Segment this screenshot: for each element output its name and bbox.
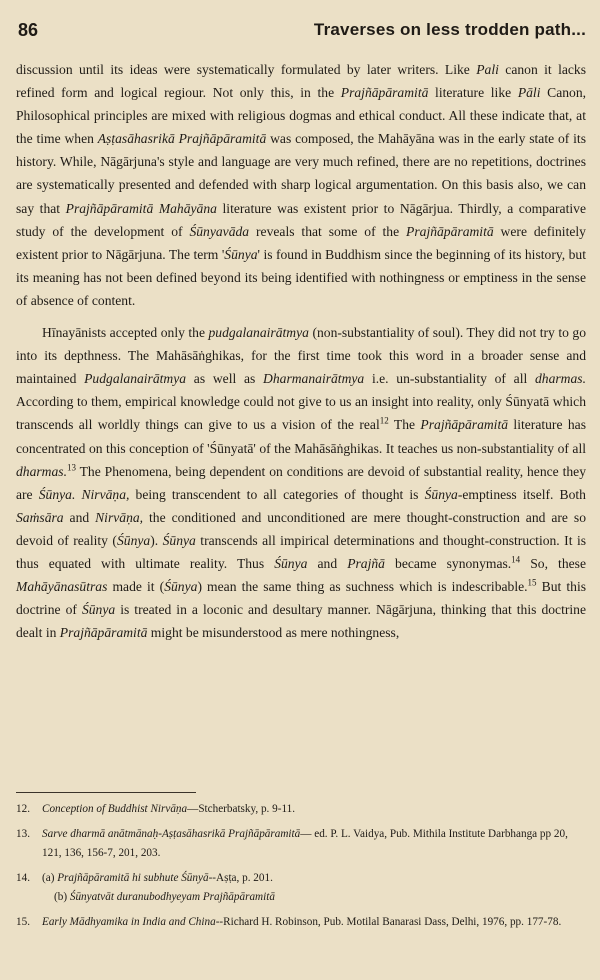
text-run: -emptiness itself. Both (457, 486, 586, 502)
page-number: 86 (18, 20, 39, 40)
italic-term: dharmas. (16, 463, 67, 479)
text-run: The Phenomena, being dependent on conditions are devoid of substantial reality, hence they are (16, 463, 586, 502)
text-run: discussion until its ideas were systematically formulated by later writers. Like (16, 62, 477, 77)
text-run: literature has concentrated on this conception of 'Śūnyatā' of the Mahāsāṅghikas. It teaches us non-substantiality of all (16, 417, 587, 456)
text-run: might be misunderstood as mere nothingness, (147, 625, 400, 641)
italic-term: Śūnya (162, 532, 196, 548)
text-run: became synonymas. (384, 555, 512, 571)
body-paragraph (16, 321, 586, 644)
italic-term: Śūnya. Nirvāṇa, (38, 486, 130, 502)
text-run: ) mean the same thing as suchness which is indescribable. (197, 579, 528, 595)
footnote-number: 15. (16, 915, 30, 928)
text-run: ). (150, 532, 163, 548)
footnote (16, 825, 586, 864)
footnote-ref: 13 (66, 462, 76, 473)
italic-term: Pudgalanairātmya (84, 371, 187, 387)
italic-term: pudgalanairātmya (208, 325, 309, 341)
footnote (16, 800, 586, 820)
text-run: reveals that some of the (249, 223, 407, 239)
body-paragraph (16, 58, 586, 312)
footnote-subitem (42, 888, 586, 908)
page-header (16, 20, 586, 46)
text-run: being transcendent to all categories of thought is (129, 486, 425, 502)
text-run: But this doctrine of (16, 579, 587, 618)
italic-term: Śūnyavāda (189, 223, 250, 239)
italic-term: Śūnya (116, 532, 151, 548)
text-run: and (63, 509, 96, 525)
italic-term: Saṁsāra (16, 509, 64, 525)
text-run: literature like (428, 85, 518, 101)
text-run: --Richard H. Robinson, Pub. Motilal Banarasi Dass, Delhi, 1976, pp. 177-78. (215, 915, 562, 928)
text-run: --Aṣṭa, p. 201. (208, 871, 273, 884)
text-run: literature was existent prior to Nāgārjua. Thirdly, a comparative study of the development of (16, 200, 586, 239)
italic-term: Sarve dharmā anātmānaḥ-Aṣṭasāhasrikā Prajñāpāramitā (42, 827, 301, 840)
italic-term: Conception of Buddhist Nirvāṇa (42, 803, 188, 815)
italic-term: Śūnya (81, 602, 116, 618)
italic-term: Nirvāṇa, (95, 509, 144, 525)
italic-term: dharmas. (535, 371, 586, 387)
text-run: So, these (520, 555, 586, 571)
italic-term: Prajñāpāramitā (340, 85, 429, 101)
text-run: and (307, 555, 348, 571)
italic-term: Prajñā (347, 555, 385, 571)
text-run: i.e. un-substantiality of all (364, 371, 535, 387)
footnote (16, 869, 586, 908)
text-run: was composed, the Mahāyāna was in the early state of its history. While, Nāgārjuna's style and language are very much refined, there are no repetitions, doctrines are systematically presented and defended with sharp logical argumentation. On this basis also, we can say that (16, 131, 586, 216)
italic-term: Pāli (517, 85, 541, 101)
footnote-ref: 12 (379, 415, 389, 426)
text-run: (a) (42, 871, 58, 884)
italic-term: Dharmanairātmya (263, 371, 365, 387)
text-run: ' is found in Buddhism since the beginning of its history, but its meaning has not been defined beyond its being identified with nothingness or emptiness in the sense of absence of content. (16, 246, 586, 308)
text-run: (b) (54, 891, 70, 903)
text-run: made it ( (107, 579, 165, 595)
footnote (16, 913, 586, 933)
italic-term: Prajñāpāramitā (59, 625, 148, 641)
text-run: Canon, Philosophical principles are mixed with religious dogmas and ethical conduct. All these indicate that, at the time when (16, 85, 587, 147)
footnote-number: 13. (16, 827, 30, 840)
footnote-number: 14. (16, 871, 30, 884)
footnote-number: 12. (16, 803, 30, 815)
text-run: According to them, empirical knowledge could not give to us an insight into reality, only Śūnyatā which transcends all worldly things can give to us a vision of the real (16, 394, 586, 433)
text-run: were definitely existent prior to Nāgārjuna. The term ' (16, 223, 586, 262)
text-run: The (388, 417, 421, 433)
italic-term: Śūnya (424, 486, 458, 502)
text-run: (non-substantiality of soul). They did not try to go into its depthness. The Mahāsāṅghikas, for the first time took this word in a broader sense and maintained (16, 325, 586, 387)
italic-term: Prajñāpāramitā (420, 417, 509, 433)
text-run: as well as (186, 371, 264, 387)
running-title: Traverses on less trodden path... (313, 20, 586, 39)
italic-term: Śūnya (164, 579, 198, 595)
body-text (16, 58, 586, 644)
text-run: the conditioned and unconditioned are mere thought-construction and are so devoid of reality ( (16, 509, 586, 548)
italic-term: Early Mādhyamika in India and China (42, 915, 216, 928)
italic-term: Prajñāpāramitā hi subhute Śūnyā (57, 871, 209, 884)
italic-term: Śūnya (274, 555, 308, 571)
footnotes (16, 800, 586, 937)
italic-term: Aṣṭasāhasrikā Prajñāpāramitā (97, 131, 267, 147)
italic-term: Pali (476, 62, 499, 77)
italic-term: Śūnyatvāt duranubodhyeyam Prajñāpāramitā (69, 891, 275, 903)
text-run: transcends all impirical determinations and thought-construction. It is thus equated with ultimate reality. Thus (16, 532, 587, 571)
italic-term: Śūnya (224, 246, 258, 262)
footnote-ref: 15 (527, 577, 537, 588)
text-run: — ed. P. L. Vaidya, Pub. Mithila Institute Darbhanga pp 20, 121, 136, 156-7, 201, 203. (42, 827, 568, 859)
italic-term: Prajñāpāramitā Mahāyāna (65, 200, 217, 216)
footnote-divider (16, 792, 196, 793)
text-run: is treated in a loconic and desultary manner. Nāgārjuna, thinking that this doctrine dealt in (16, 602, 586, 641)
text-run: canon it lacks refined form and logical regiour. Not only this, in the (16, 62, 586, 101)
italic-term: Prajñāpāramitā (406, 223, 494, 239)
footnote-ref: 14 (511, 554, 521, 565)
italic-term: Mahāyānasūtras (16, 579, 108, 595)
text-run: —Stcherbatsky, p. 9-11. (187, 803, 296, 815)
text-run: Hīnayānists accepted only the (42, 325, 209, 341)
